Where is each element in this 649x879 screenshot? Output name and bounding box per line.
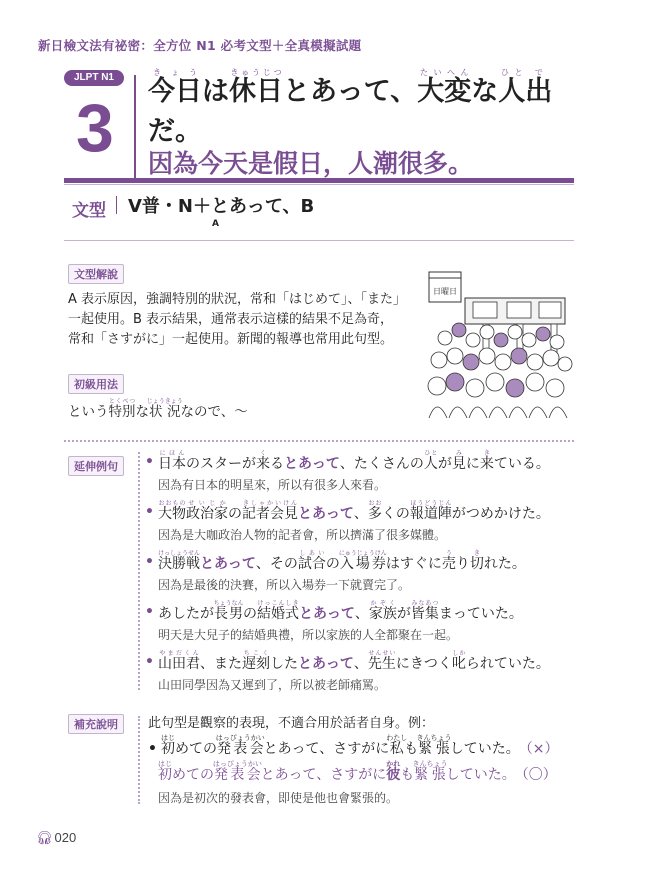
example-translation: 因為是大咖政治人物的記者會，所以擠滿了很多媒體。 (158, 528, 447, 542)
calendar-sign: 日曜日 (433, 287, 457, 296)
title-cn: 因為今天是假日，人潮很多。 (148, 149, 474, 178)
pattern-separator (116, 196, 117, 214)
example-sentence: • あしたが長男ちょうなんの結婚式けっこんしきとあって、家族かぞくが皆みな集あつまっていた。 (145, 600, 523, 622)
supplement-right-example: 初はじめての発表会はっぴょうかいとあって、さすがに彼かれも緊張きんちょうしていた。 （〇） (158, 760, 557, 783)
example-translation: 山田同學因為又遲到了，所以被老師痛罵。 (158, 678, 387, 692)
basic-usage-text: という特別とくべつな状況じょうきょうなので、～ (68, 398, 248, 420)
lesson-number: 3 (76, 90, 114, 166)
example-sentence: • 日本にほんのスターが来くるとあって、たくさんの人ひとが見みに来きている。 (145, 450, 550, 472)
pattern-label: 文型 (72, 201, 106, 221)
bullet-icon: • (148, 741, 157, 757)
header-rule-thin (64, 184, 574, 185)
book-title: 新日檢文法有祕密：全方位 N1 必考文型＋全真模擬試題 (38, 38, 362, 53)
page-number: 020 (54, 830, 77, 845)
example-sentence: • 決勝戦けっしょうせんとあって、その試合しあいの入場券にゅうじょうけんはすぐに売うり切きれた。 (145, 550, 526, 572)
supplement-wrong-example: • 初はじめての発表会はっぴょうかいとあって、さすがに私わたしも緊張きんちょうしていた。 （×） (148, 734, 559, 757)
title-jp: 今日きょうは休日きゅうじつとあって、大変たいへんな人ひと出でだ。 (148, 68, 553, 147)
pattern-marker-a: A (212, 219, 219, 229)
extended-examples-tag: 延伸例句 (68, 456, 124, 476)
supplement-rule (138, 716, 140, 804)
bullet-icon: • (145, 554, 154, 570)
section-divider (64, 440, 574, 442)
bullet-icon: • (145, 504, 154, 520)
bullet-icon: • (145, 454, 154, 470)
wrong-mark: （×） (525, 741, 559, 757)
basic-usage-tag: 初級用法 (68, 374, 124, 394)
explanation-text: A 表示原因，強調特別的狀況，常和「はじめて」、「また」一起使用。B 表示結果，通常表示這樣的結果不足為奇，常和「さすがに」一起使用。新聞的報導也常用此句型。 (68, 292, 400, 347)
supplement-translation: 因為是初次的發表會，即使是他也會緊張的。 (158, 791, 399, 805)
pattern-rule (64, 240, 574, 241)
headphones-icon: 🎧︎ (36, 830, 53, 845)
header-rule (64, 178, 574, 183)
explanation-tag: 文型解說 (68, 264, 124, 284)
example-sentence: • 大物おおもの政治家せいじかの記者会見きしゃかいけんとあって、多おおくの報道陣ほうどうじんがつめかけた。 (145, 500, 550, 522)
level-badge: JLPT N1 (64, 70, 124, 86)
bullet-icon: • (145, 604, 154, 620)
extended-examples-rule (138, 452, 140, 690)
supplement-intro: 此句型是觀察的表現，不適合用於話者自身。例： (148, 716, 435, 731)
supplement-tag: 補充說明 (68, 714, 124, 734)
example-translation: 因為有日本的明星來，所以有很多人來看。 (158, 478, 387, 492)
pattern-formula: V普・N＋とあって、B (128, 196, 315, 217)
crowd-at-gate-illustration (425, 268, 575, 418)
example-translation: 明天是大兒子的結婚典禮，所以家族的人全都聚在一起。 (158, 628, 459, 642)
example-translation: 因為是最後的決賽，所以入場券一下就賣完了。 (158, 578, 411, 592)
page-footer (36, 830, 76, 846)
extended-examples-list (145, 450, 578, 700)
bullet-icon: • (145, 654, 154, 670)
example-sentence: • 山田君やまだくん、また遅刻ちこくしたとあって、先生せんせいにきつく叱しかられていた。 (145, 650, 550, 672)
number-divider (134, 75, 136, 178)
right-mark: （〇） (521, 767, 557, 783)
